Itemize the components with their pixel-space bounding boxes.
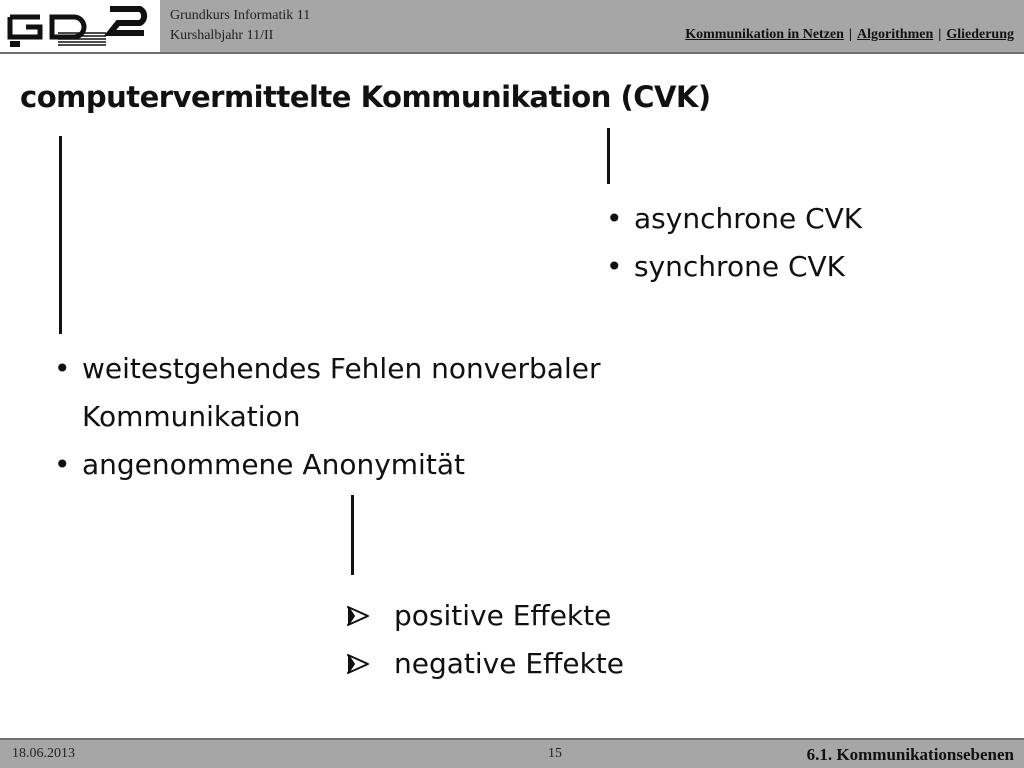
list-item (346, 640, 624, 688)
list-item-text: weitestgehendes Fehlen nonverbaler Kommunikation (82, 352, 601, 433)
header-divider (0, 52, 1024, 54)
list-item-text: synchrone CVK (634, 250, 846, 283)
footer-section-title: 6.1. Kommunikationsebenen (806, 745, 1014, 764)
list-item-text: angenommene Anonymität (82, 448, 465, 481)
nav-separator: | (938, 27, 942, 42)
bullet-icon: • (54, 352, 71, 385)
list-item (346, 592, 624, 640)
slide-title: computervermittelte Kommunikation (CVK) (20, 80, 711, 114)
list-item (54, 441, 734, 489)
connector-line-right (607, 128, 610, 184)
bullet-icon: • (54, 448, 71, 481)
list-item (54, 345, 734, 441)
course-info (170, 6, 310, 46)
page-number: 15 (548, 746, 562, 761)
list-item-text: asynchrone CVK (634, 202, 863, 235)
course-term: Kurshalbjahr 11/II (170, 28, 274, 43)
nav-link-algorithmen[interactable]: Algorithmen (857, 27, 934, 42)
arrow-bullet-icon (346, 652, 370, 676)
cvk-types-list (606, 195, 862, 291)
footer-bar (0, 740, 1024, 768)
footer-date: 18.06.2013 (12, 746, 75, 761)
logo (0, 0, 160, 52)
connector-line-left (59, 136, 62, 334)
bullet-icon: • (606, 202, 623, 235)
nav-link-gliederung[interactable]: Gliederung (946, 27, 1014, 42)
connector-line-center (351, 495, 354, 575)
bullet-icon: • (606, 250, 623, 283)
list-item (606, 243, 862, 291)
nav-separator: | (848, 27, 853, 42)
arrow-bullet-icon (346, 604, 370, 628)
header-bar (0, 0, 1024, 52)
gdz-logo-icon (6, 3, 152, 49)
list-item-text: positive Effekte (394, 599, 612, 632)
list-item-text: negative Effekte (394, 647, 624, 680)
list-item (606, 195, 862, 243)
header-nav (685, 27, 1014, 43)
cvk-characteristics-list (54, 345, 734, 489)
course-title: Grundkurs Informatik 11 (170, 8, 311, 23)
nav-link-kommunikation[interactable]: Kommunikation in Netzen (685, 27, 844, 42)
effects-list (346, 592, 624, 688)
